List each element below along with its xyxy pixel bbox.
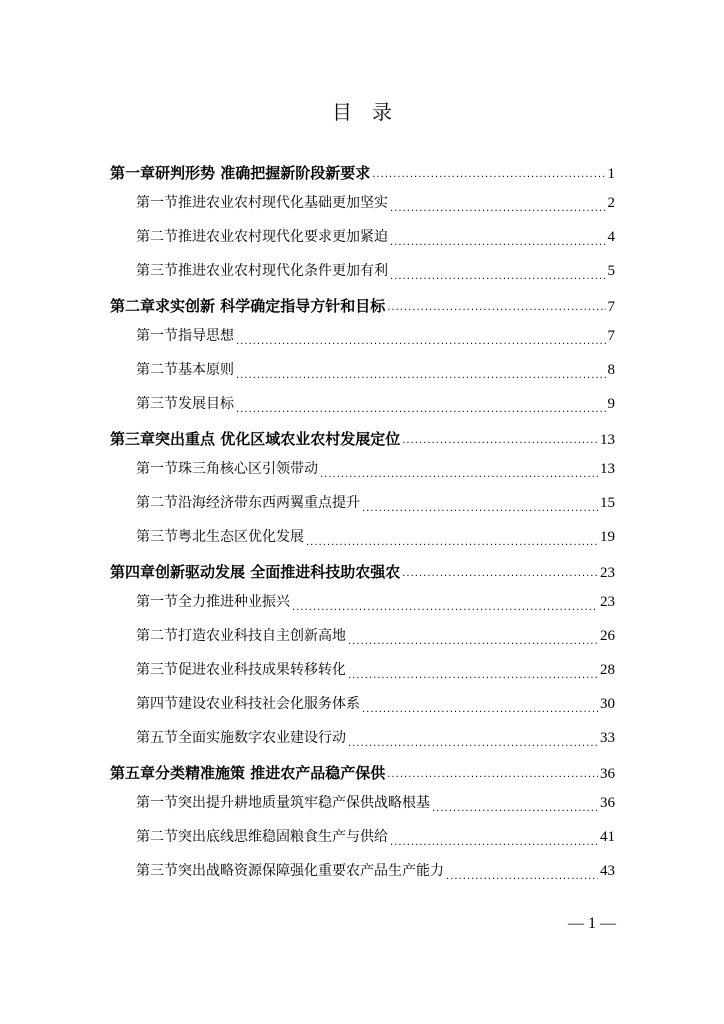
dot-leader [320, 470, 598, 492]
entry-page-number: 7 [607, 328, 615, 344]
entry-title: 发展目标 [178, 396, 234, 412]
dot-leader [387, 770, 598, 792]
dot-leader [390, 204, 606, 226]
entry-title: 推进农业农村现代化条件更加有利 [178, 263, 388, 279]
dot-leader [402, 569, 598, 591]
entry-number: 第二节 [136, 829, 178, 845]
toc-section-entry[interactable] [110, 458, 615, 492]
entry-title: 突出提升耕地质量筑牢稳产保供战略根基 [178, 795, 430, 811]
entry-number: 第三节 [136, 863, 178, 879]
entry-number: 第四节 [136, 696, 178, 712]
dot-leader [387, 303, 605, 325]
entry-page-number: 41 [600, 829, 615, 845]
entry-page-number: 33 [600, 730, 615, 746]
entry-number: 第三章 [110, 430, 156, 448]
toc-section-entry[interactable] [110, 526, 615, 560]
entry-number: 第一节 [136, 461, 178, 477]
entry-page-number: 19 [600, 529, 615, 545]
toc-section-entry[interactable] [110, 325, 615, 359]
toc-section-entry[interactable] [110, 727, 615, 761]
entry-title: 建设农业科技社会化服务体系 [178, 696, 360, 712]
dot-leader [390, 238, 606, 260]
entry-number: 第一节 [136, 795, 178, 811]
dot-leader [348, 739, 598, 761]
entry-number: 第三节 [136, 263, 178, 279]
dot-leader [306, 538, 598, 560]
entry-title: 珠三角核心区引领带动 [178, 461, 318, 477]
entry-title: 求实创新 科学确定指导方针和目标 [155, 297, 386, 315]
entry-number: 第一节 [136, 594, 178, 610]
toc-chapter-entry[interactable] [110, 162, 615, 192]
entry-title: 基本原则 [178, 362, 234, 378]
table-of-contents [110, 162, 615, 894]
dot-leader [432, 804, 598, 826]
entry-number: 第一章 [110, 164, 156, 182]
entry-number: 第三节 [136, 529, 178, 545]
entry-page-number: 13 [600, 432, 615, 448]
toc-section-entry[interactable] [110, 492, 615, 526]
entry-title: 突出底线思维稳固粮食生产与供给 [178, 829, 388, 845]
entry-title: 打造农业科技自主创新高地 [178, 628, 346, 644]
dot-leader [236, 371, 606, 393]
toc-section-entry[interactable] [110, 591, 615, 625]
entry-number: 第五节 [136, 730, 178, 746]
entry-page-number: 28 [600, 662, 615, 678]
entry-page-number: 30 [600, 696, 615, 712]
entry-page-number: 8 [607, 362, 615, 378]
dot-leader [372, 170, 605, 192]
entry-page-number: 5 [607, 263, 615, 279]
toc-section-entry[interactable] [110, 659, 615, 693]
toc-title: 目 录 [332, 100, 392, 124]
entry-page-number: 36 [600, 766, 615, 782]
dot-leader [348, 671, 598, 693]
entry-number: 第五章 [110, 764, 156, 782]
entry-title: 突出重点 优化区域农业农村发展定位 [155, 430, 401, 448]
entry-number: 第三节 [136, 396, 178, 412]
page-number-footer: — 1 — [568, 915, 616, 932]
dot-leader [446, 872, 598, 894]
dot-leader [362, 705, 598, 727]
toc-chapter-entry[interactable] [110, 428, 615, 458]
entry-number: 第二章 [110, 297, 156, 315]
entry-title: 推进农业农村现代化基础更加坚实 [178, 195, 388, 211]
dot-leader [236, 337, 606, 359]
dot-leader [348, 637, 598, 659]
toc-section-entry[interactable] [110, 260, 615, 294]
entry-page-number: 26 [600, 628, 615, 644]
entry-number: 第三节 [136, 662, 178, 678]
entry-title: 分类精准施策 推进农产品稳产保供 [155, 764, 386, 782]
entry-number: 第二节 [136, 628, 178, 644]
entry-number: 第二节 [136, 229, 178, 245]
dot-leader [292, 603, 598, 625]
toc-section-entry[interactable] [110, 192, 615, 226]
entry-title: 创新驱动发展 全面推进科技助农强农 [155, 563, 401, 581]
entry-page-number: 43 [600, 863, 615, 879]
entry-title: 粤北生态区优化发展 [178, 529, 304, 545]
dot-leader [402, 436, 598, 458]
entry-page-number: 23 [600, 594, 615, 610]
entry-title: 促进农业科技成果转移转化 [178, 662, 346, 678]
entry-page-number: 36 [600, 795, 615, 811]
entry-page-number: 1 [607, 166, 615, 182]
entry-title: 突出战略资源保障强化重要农产品生产能力 [178, 863, 444, 879]
entry-number: 第四章 [110, 563, 156, 581]
entry-page-number: 2 [607, 195, 615, 211]
entry-title: 指导思想 [178, 328, 234, 344]
toc-section-entry[interactable] [110, 860, 615, 894]
entry-page-number: 7 [607, 299, 615, 315]
dot-leader [236, 405, 606, 427]
entry-title: 全面实施数字农业建设行动 [178, 730, 346, 746]
dot-leader [390, 272, 606, 294]
entry-page-number: 4 [607, 229, 615, 245]
entry-number: 第二节 [136, 362, 178, 378]
toc-section-entry[interactable] [110, 625, 615, 659]
entry-number: 第二节 [136, 495, 178, 511]
entry-page-number: 9 [607, 396, 615, 412]
toc-section-entry[interactable] [110, 393, 615, 427]
toc-chapter-entry[interactable] [110, 762, 615, 792]
entry-number: 第一节 [136, 195, 178, 211]
toc-section-entry[interactable] [110, 359, 615, 393]
entry-number: 第一节 [136, 328, 178, 344]
toc-section-entry[interactable] [110, 693, 615, 727]
entry-title: 推进农业农村现代化要求更加紧迫 [178, 229, 388, 245]
entry-title: 沿海经济带东西两翼重点提升 [178, 495, 360, 511]
toc-chapter-entry[interactable] [110, 295, 615, 325]
entry-title: 全力推进种业振兴 [178, 594, 290, 610]
toc-section-entry[interactable] [110, 226, 615, 260]
toc-section-entry[interactable] [110, 792, 615, 826]
dot-leader [362, 504, 598, 526]
entry-page-number: 13 [600, 461, 615, 477]
entry-page-number: 23 [600, 565, 615, 581]
entry-page-number: 15 [600, 495, 615, 511]
dot-leader [390, 838, 598, 860]
entry-title: 研判形势 准确把握新阶段新要求 [155, 164, 371, 182]
toc-section-entry[interactable] [110, 826, 615, 860]
toc-chapter-entry[interactable] [110, 561, 615, 591]
